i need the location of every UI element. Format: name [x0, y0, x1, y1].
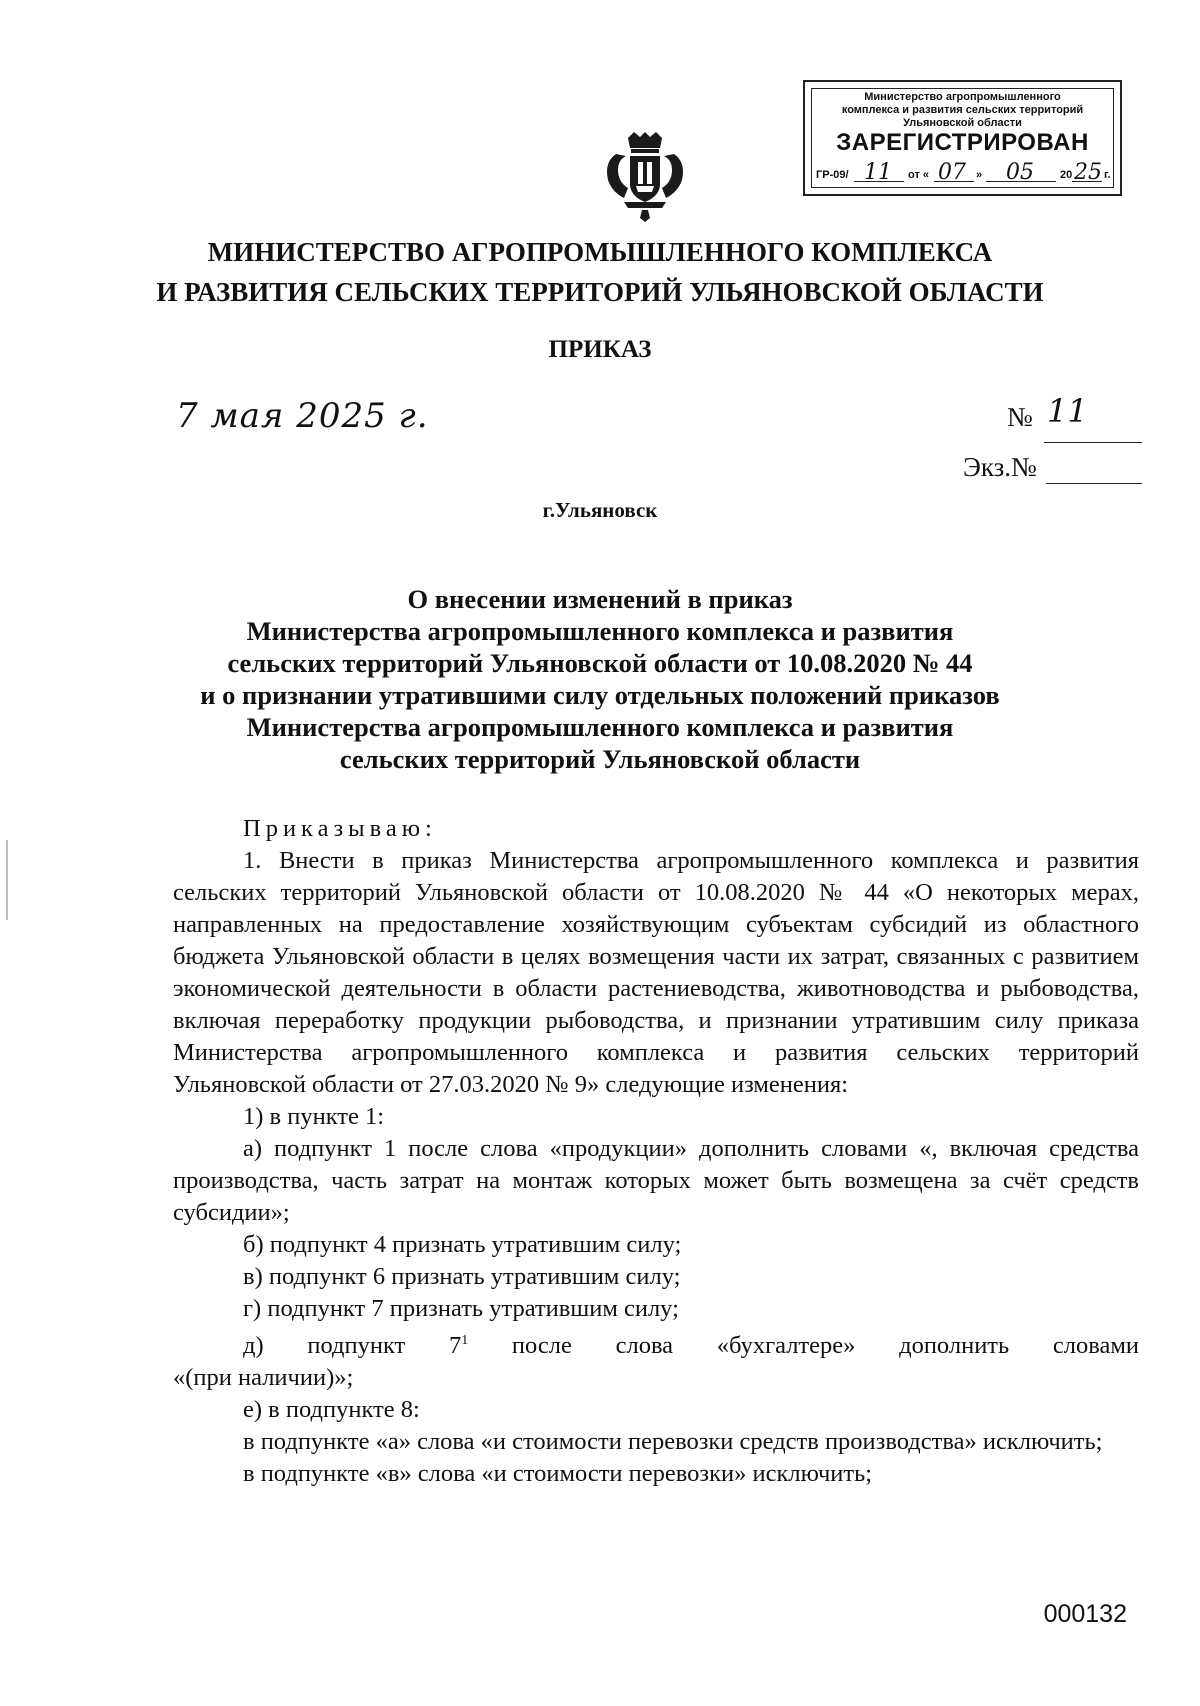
- copy-number-underline: [1046, 483, 1142, 484]
- paragraph-3: а) подпункт 1 после слова «продукции» дополнить словами «, включая средства производства, часть затрат на монтаж которых может быть возмещена за счёт средств субсидии»;: [173, 1135, 1139, 1226]
- paragraph-7: [173, 1325, 1139, 1362]
- ministry-name-line-1: МИНИСТЕРСТВО АГРОПРОМЫШЛЕННОГО КОМПЛЕКСА: [207, 237, 993, 267]
- paragraph-2: 1) в пункте 1:: [243, 1103, 385, 1130]
- title-line-5: Министерства агропромышленного комплекса и развития: [246, 712, 954, 742]
- coat-of-arms-icon: [598, 132, 692, 222]
- paragraph-10: в подпункте «в» слова «и стоимости перевозки» исключить;: [243, 1460, 873, 1488]
- paragraph-4: б) подпункт 4 признать утратившим силу;: [243, 1231, 682, 1258]
- handwritten-number: 11: [1047, 392, 1088, 430]
- stamp-quote-close: »: [976, 169, 983, 181]
- ministry-name-line-2: И РАЗВИТИЯ СЕЛЬСКИХ ТЕРРИТОРИЙ УЛЬЯНОВСКОЙ ОБЛАСТИ: [156, 277, 1044, 307]
- title-line-1: О внесении изменений в приказ: [407, 584, 793, 614]
- number-underline: [1044, 442, 1142, 443]
- paragraph-7-start: д) подпункт 7: [243, 1332, 462, 1360]
- stamp-registration-line: [816, 161, 1109, 183]
- stamp-reg-prefix: ГР-09/: [816, 169, 849, 181]
- paragraph-8: е) в подпункте 8:: [243, 1396, 420, 1424]
- stamp-year-unit: г.: [1104, 169, 1111, 181]
- page-code: 000132: [1043, 1600, 1127, 1628]
- stamp-month: 05: [1006, 160, 1034, 185]
- city: г.Ульяновск: [542, 498, 658, 522]
- stamp-line-1: Министерство агропромышленного: [864, 91, 1061, 103]
- paragraph-5: в) подпункт 6 признать утратившим силу;: [243, 1263, 681, 1290]
- title-line-3: сельских территорий Ульяновской области от 10.08.2020 № 44: [227, 648, 973, 678]
- stamp-day: 07: [938, 160, 966, 185]
- paragraph-6: г) подпункт 7 признать утратившим силу;: [243, 1295, 679, 1322]
- stamp-status: ЗАРЕГИСТРИРОВАН: [836, 129, 1089, 156]
- stamp-line-3: Ульяновской области: [903, 117, 1022, 129]
- stamp-year-suffix: 25: [1074, 160, 1102, 185]
- superscript-1: 1: [461, 1333, 469, 1348]
- scan-artifact: [6, 840, 8, 920]
- number-label: №: [1007, 402, 1033, 432]
- handwritten-date: 7 мая 2025 г.: [176, 396, 429, 436]
- title-line-2: Министерства агропромышленного комплекса и развития: [246, 616, 954, 646]
- document-title: [180, 583, 1020, 775]
- paragraph-1: 1. Внести в приказ Министерства агропромышленного комплекса и развития сельских территорий Ульяновской области от 10.08.2020 № 44 «О некоторых мерах, направленных на предоставление хозяйствующим субъектам субсидий из областного бюджета Ульяновской области в целях возмещения части их затрат, связанных с развитием экономической деятельности в области растениеводства, животноводства и рыбоводства, включая переработку продукции рыбоводства, и признании утратившим силу приказа Министерства агропромышленного комплекса и развития сельских территорий Ульяновской области от 27.03.2020 № 9» следующие изменения:: [173, 847, 1139, 1098]
- document-type: ПРИКАЗ: [548, 336, 652, 363]
- stamp-inner-frame: [811, 88, 1114, 188]
- stamp-from-label: от «: [908, 169, 930, 181]
- registration-stamp: [803, 80, 1122, 196]
- paragraph-9: в подпункте «а» слова «и стоимости перевозки средств производства» исключить;: [243, 1428, 1103, 1456]
- copy-number-label: Экз.№: [963, 452, 1037, 482]
- title-line-4: и о признании утратившими силу отдельных положений приказов: [200, 680, 1000, 710]
- document-body: [173, 813, 1139, 1490]
- paragraph-7-continuation: «(при наличии)»;: [173, 1364, 354, 1392]
- paragraph-7-end: после слова «бухгалтере» дополнить словами: [468, 1332, 1139, 1360]
- stamp-year-prefix: 20: [1060, 169, 1073, 181]
- stamp-line-2: комплекса и развития сельских территорий: [841, 104, 1084, 116]
- stamp-reg-number: 11: [864, 160, 892, 185]
- title-line-6: сельских территорий Ульяновской области: [339, 744, 861, 774]
- order-word: Приказываю:: [243, 815, 437, 842]
